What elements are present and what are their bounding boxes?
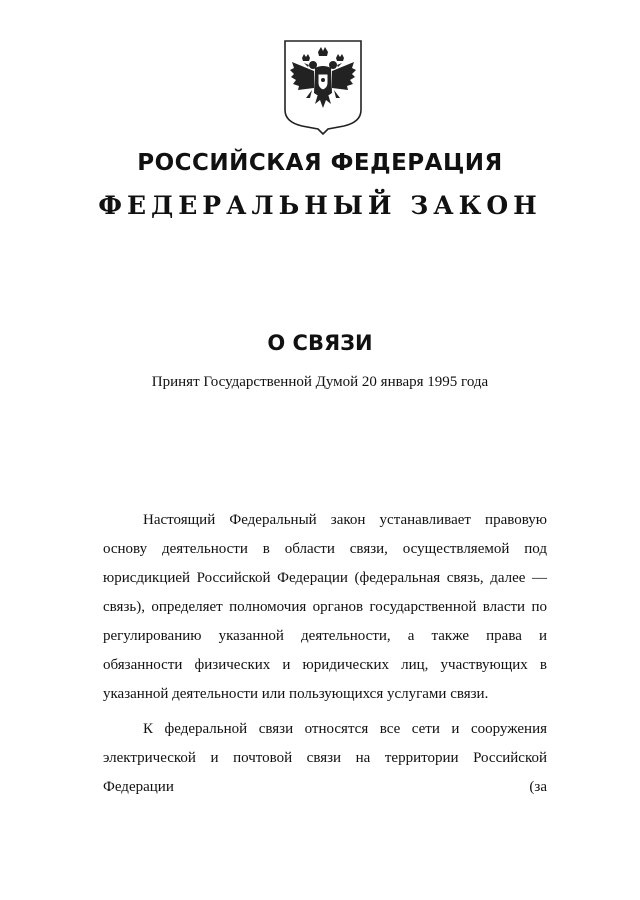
law-title: О СВЯЗИ <box>267 331 373 355</box>
paragraph: Настоящий Федеральный закон устанавливает правовую основу деятельности в области связи, осуществляемой под юрисдикцией Российской Федерации (федеральная связь, далее — связь), определяет полномочия органов государственной власти по регулированию указанной деятельности, а также права и обязанности физических и юридических лиц, участвующих в указанной деятельности или пользующихся услугами связи. <box>103 512 547 702</box>
country-name: РОССИЙСКАЯ ФЕДЕРАЦИЯ <box>137 150 503 176</box>
law-body <box>103 506 547 808</box>
paragraph: К федеральной связи относятся все сети и сооружения электрической и почтовой связи на территории Российской Федерации (за <box>103 721 547 795</box>
coat-of-arms-icon <box>282 38 364 136</box>
document-type: ФЕДЕРАЛЬНЫЙ ЗАКОН <box>98 191 542 220</box>
adoption-date: Принят Государственной Думой 20 января 1995 года <box>151 374 489 390</box>
